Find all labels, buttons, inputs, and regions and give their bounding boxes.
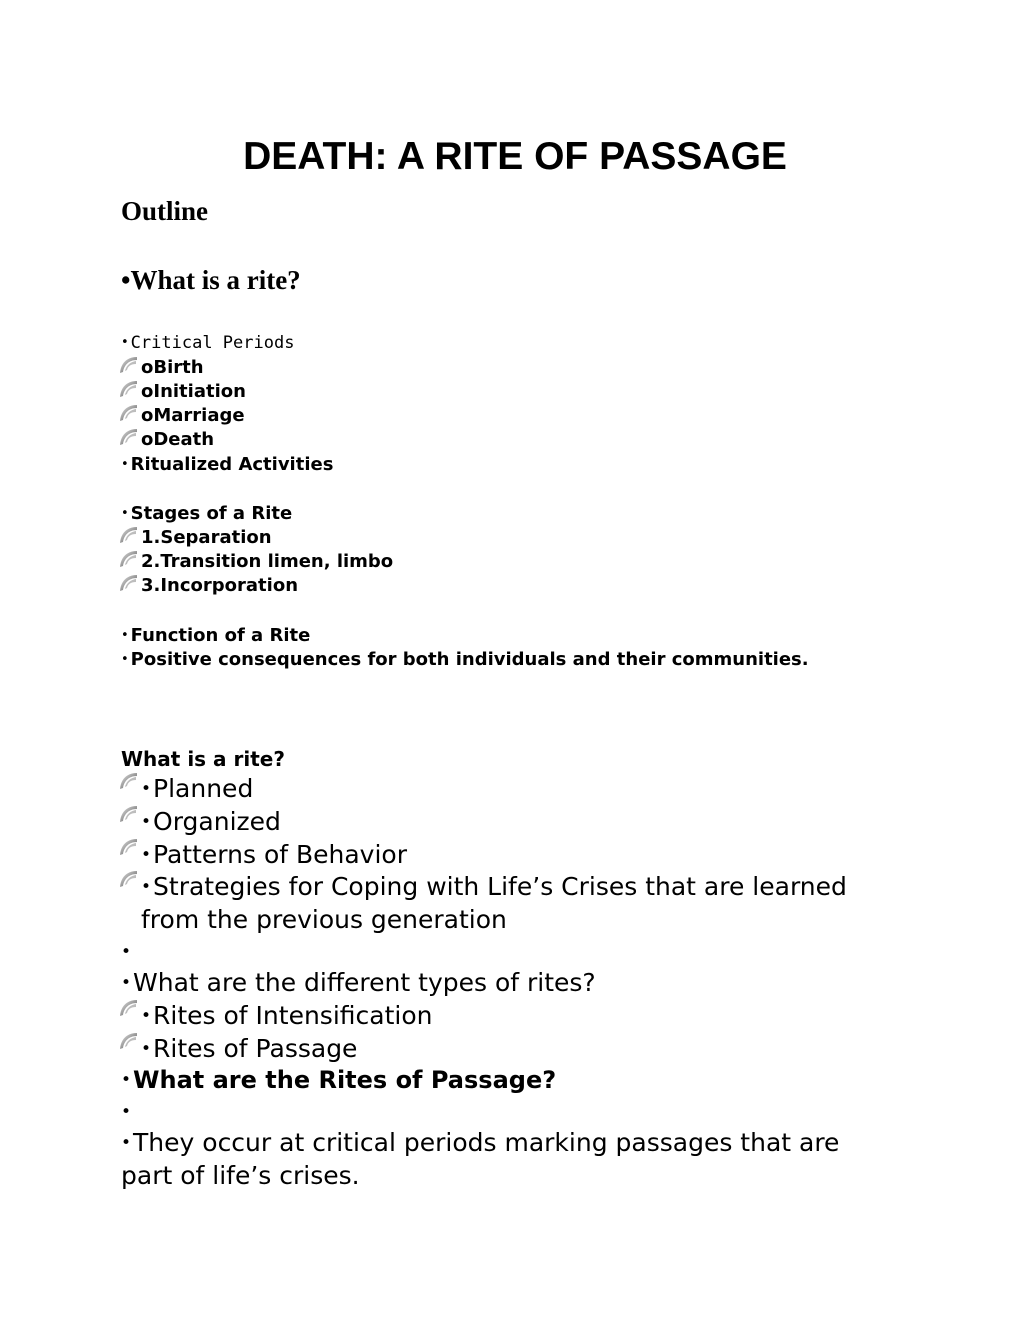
critical-period-birth: oBirth <box>141 357 204 378</box>
rite-trait-planned <box>141 774 253 803</box>
bullet: • <box>121 1070 132 1090</box>
rite-trait-label: Patterns of Behavior <box>153 840 407 869</box>
outline-item-label: What is a rite? <box>130 265 301 295</box>
positive-consequences <box>121 649 809 670</box>
bullet: • <box>121 457 129 472</box>
bullet: • <box>121 1102 132 1122</box>
section-heading: What is a rite? <box>121 747 285 771</box>
stages-label: Stages of a Rite <box>130 503 293 524</box>
swirl-bullet-icon <box>119 805 139 825</box>
swirl-bullet-icon <box>119 772 139 792</box>
outline-item-what-is-a-rite <box>121 265 301 296</box>
function-label: Function of a Rite <box>130 625 311 646</box>
critical-period-death: oDeath <box>141 429 215 450</box>
stage-separation: 1.Separation <box>141 527 272 548</box>
critical-periods-heading <box>121 333 294 353</box>
occur-line-2: part of life’s crises. <box>121 1161 360 1190</box>
types-question-label: What are the different types of rites? <box>133 968 596 997</box>
ritualized-activities <box>121 454 333 475</box>
stage-transition: 2.Transition limen, limbo <box>141 551 394 572</box>
stage-incorporation: 3.Incorporation <box>141 575 299 596</box>
bullet: • <box>141 812 152 832</box>
type-intensification <box>141 1001 432 1030</box>
type-label: Rites of Intensification <box>153 1001 433 1030</box>
rite-trait-organized <box>141 807 281 836</box>
passage-question-label: What are the Rites of Passage? <box>133 1066 557 1094</box>
function-of-a-rite <box>121 625 310 646</box>
bullet: • <box>121 628 129 643</box>
occur-line-1 <box>121 1128 839 1157</box>
bullet: • <box>121 506 129 521</box>
occur-line-1-label: They occur at critical periods marking passages that are <box>133 1128 840 1157</box>
passage-question <box>121 1066 556 1094</box>
empty-bullet <box>121 937 133 966</box>
rite-trait-label: Strategies for Coping with Life’s Crises that are learned <box>153 872 847 901</box>
rite-trait-patterns <box>141 840 407 869</box>
bullet: • <box>141 845 152 865</box>
bullet: • <box>141 1039 152 1059</box>
swirl-bullet-icon <box>119 870 139 890</box>
ritualized-activities-label: Ritualized Activities <box>130 454 334 475</box>
type-label: Rites of Passage <box>153 1034 358 1063</box>
critical-period-marriage: oMarriage <box>141 405 245 426</box>
bullet: • <box>121 335 129 350</box>
bullet: • <box>121 265 131 295</box>
swirl-bullet-icon <box>119 356 139 376</box>
bullet: • <box>121 942 132 962</box>
swirl-bullet-icon <box>119 380 139 400</box>
bullet: • <box>121 652 129 667</box>
swirl-bullet-icon <box>119 838 139 858</box>
outline-label: Outline <box>121 196 209 226</box>
rite-trait-label: Organized <box>153 807 281 836</box>
empty-bullet <box>121 1097 133 1126</box>
swirl-bullet-icon <box>119 1032 139 1052</box>
bullet: • <box>141 1006 152 1026</box>
swirl-bullet-icon <box>119 574 139 594</box>
bullet: • <box>141 877 152 897</box>
bullet: • <box>141 779 152 799</box>
rite-trait-strategies-continued: from the previous generation <box>141 905 507 934</box>
swirl-bullet-icon <box>119 999 139 1019</box>
rite-trait-strategies <box>141 872 847 901</box>
document-title: DEATH: A RITE OF PASSAGE <box>243 135 787 178</box>
stages-heading <box>121 503 292 524</box>
swirl-bullet-icon <box>119 550 139 570</box>
bullet: • <box>121 1133 132 1153</box>
positive-consequences-label: Positive consequences for both individuals and their communities. <box>130 649 809 670</box>
rite-trait-label: Planned <box>153 774 254 803</box>
swirl-bullet-icon <box>119 404 139 424</box>
critical-periods-label: Critical Periods <box>130 333 295 353</box>
swirl-bullet-icon <box>119 428 139 448</box>
swirl-bullet-icon <box>119 526 139 546</box>
types-question <box>121 968 596 997</box>
critical-period-initiation: oInitiation <box>141 381 246 402</box>
type-passage <box>141 1034 357 1063</box>
bullet: • <box>121 973 132 993</box>
